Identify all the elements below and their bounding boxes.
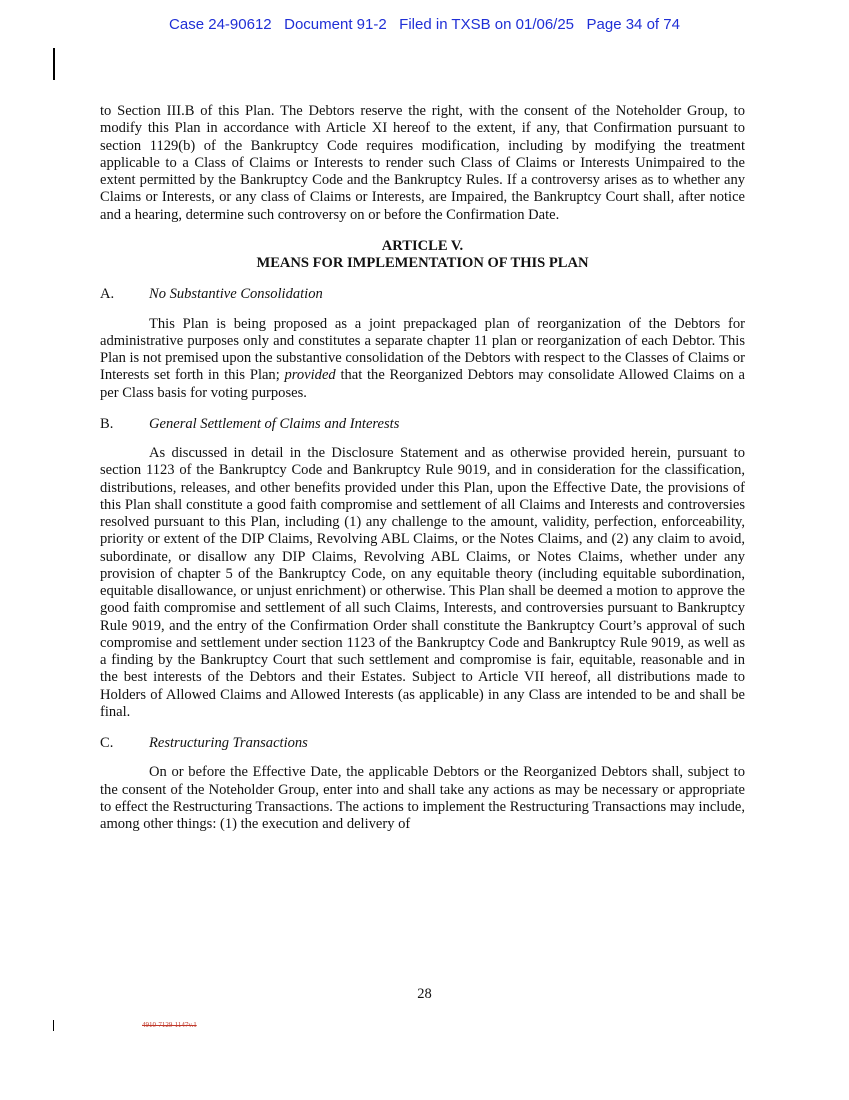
section-c-paragraph: On or before the Effective Date, the applicable Debtors or the Reorganized Debtors shall, subject to the consent of the Noteholder Group, enter into and shall take any actions as may be necessary or appropriate to effect the Restructuring Transactions. The actions to implement the Restructuring Transactions may include, among other things: (1) the execution and delivery of bbox=[100, 764, 745, 832]
section-title: Restructuring Transactions bbox=[149, 735, 308, 751]
section-heading-c bbox=[100, 735, 745, 752]
section-letter: C. bbox=[100, 735, 114, 751]
section-letter: A. bbox=[100, 286, 115, 303]
revision-bar-top bbox=[53, 48, 55, 80]
section-a-text-2: that the Reorganized Debtors may consolidate Allowed Claims on a per Class basis for voting purposes. bbox=[100, 367, 745, 401]
section-title: General Settlement of Claims and Interests bbox=[149, 415, 400, 432]
section-letter: B. bbox=[100, 415, 114, 432]
section-heading-a bbox=[100, 286, 745, 303]
page-body bbox=[100, 103, 745, 833]
court-filing-stamp: Case 24-90612 Document 91-2 Filed in TXSB on 01/06/25 Page 34 of 74 bbox=[169, 16, 680, 33]
page-number: 28 bbox=[417, 986, 432, 1002]
section-heading-b bbox=[100, 416, 745, 433]
article-title: MEANS FOR IMPLEMENTATION OF THIS PLAN bbox=[256, 255, 589, 271]
intro-paragraph: to Section III.B of this Plan. The Debtors reserve the right, with the consent of the Noteholder Group, to modify this Plan in accordance with Article XI hereof to the extent, if any, that Confirmation pursuant to section 1129(b) of the Bankruptcy Code requires modification, including by modifying the treatment applicable to a Class of Claims or Interests to render such Class of Claims or Interests Unimpaired to the extent permitted by the Bankruptcy Code and the Bankruptcy Rules. If a controversy arises as to whether any Claims or Interests, or any class of Claims or Interests, are Impaired, the Bankruptcy Court shall, after notice and a hearing, determine such controversy on or before the Confirmation Date. bbox=[100, 103, 745, 223]
revision-bar-bottom bbox=[53, 1020, 54, 1031]
section-title: No Substantive Consolidation bbox=[149, 286, 323, 303]
article-number: ARTICLE V. bbox=[381, 237, 464, 254]
document-id: 4910-7129-1147v.1 bbox=[142, 1021, 197, 1029]
section-a-italic: provided bbox=[284, 367, 336, 384]
section-a-text-1: This Plan is being proposed as a joint prepackaged plan of reorganization of the Debtors for administrative purposes only and constitutes a separate chapter 11 plan or reorganization of each Debtor. This Plan is not premised upon the substantive consolidation of the Debtors with respect to the Classes of Claims or Interests set forth in this Plan; bbox=[100, 315, 745, 384]
section-b-paragraph: As discussed in detail in the Disclosure Statement and as otherwise provided herein, pursuant to section 1123 of the Bankruptcy Code and Bankruptcy Rule 9019, and in consideration for the classification, distributions, releases, and other benefits provided under this Plan, upon the Effective Date, the provisions of this Plan shall constitute a good faith compromise and settlement of all Claims and Interests and controversies resolved pursuant to this Plan, including (1) any challenge to the amount, validity, perfection, enforceability, priority or extent of the DIP Claims, Revolving ABL Claims, or the Notes Claims, and (2) any claim to avoid, subordinate, or disallow any DIP Claims, Revolving ABL Claims, or Notes Claims, whether under any provision of chapter 5 of the Bankruptcy Code, on any equitable theory (including equitable subordination, equitable disallowance, or unjust enrichment) or otherwise. This Plan shall be deemed a motion to approve the good faith compromise and settlement of all such Claims, Interests, and controversies pursuant to Bankruptcy Rule 9019, and the entry of the Confirmation Order shall constitute the Bankruptcy Court’s approval of such compromise and settlement under section 1123 of the Bankruptcy Code and Bankruptcy Rule 9019, as well as a finding by the Bankruptcy Court that such settlement and compromise is fair, equitable, reasonable and in the best interests of the Debtors and their Estates. Subject to Article VII hereof, all distributions made to Holders of Allowed Claims and Allowed Interests (as applicable) in any Class are intended to be and shall be final. bbox=[100, 445, 745, 720]
section-a-paragraph bbox=[100, 316, 745, 402]
article-heading bbox=[100, 238, 745, 273]
